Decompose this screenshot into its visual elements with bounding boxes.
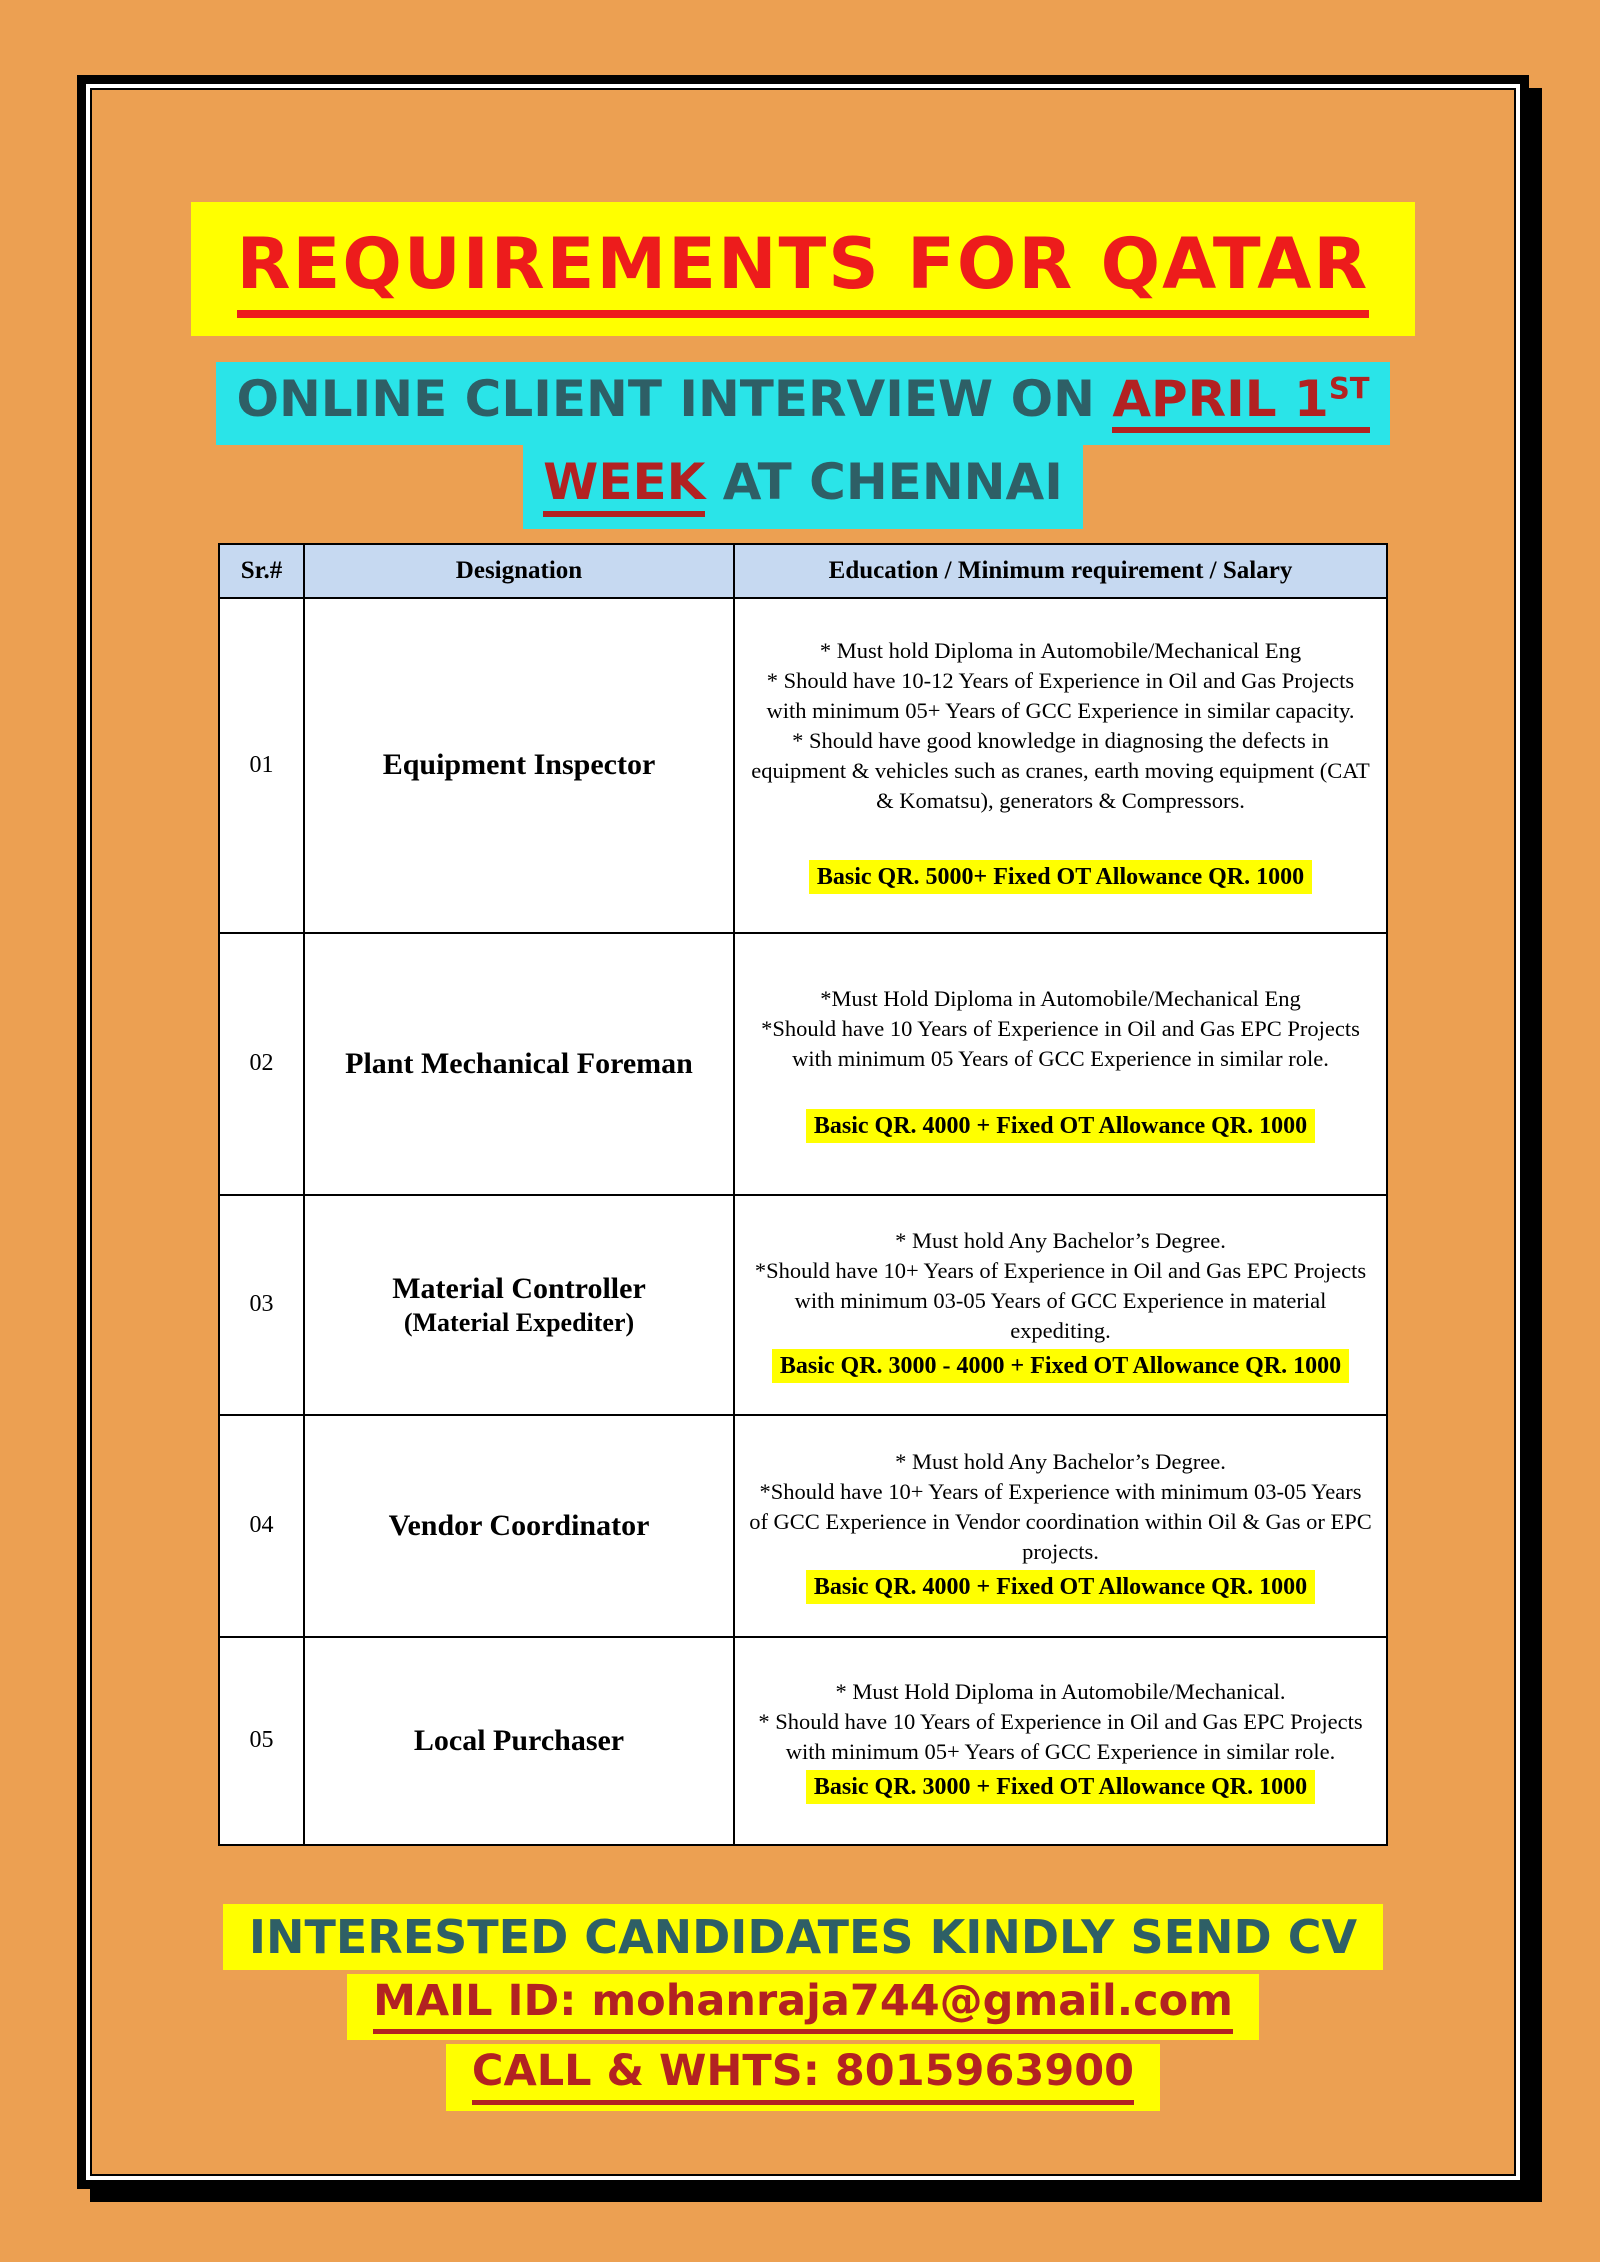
- detail-text: * Should have good knowledge in diagnosing the defects in equipment & vehicles such as cranes, earth moving equipment (CAT & Komatsu), generators & Compressors.: [751, 728, 1370, 813]
- subtitle-suffix: AT CHENNAI: [705, 453, 1063, 511]
- interview-date-text: APRIL 1: [1112, 369, 1329, 428]
- sr-number: 02: [219, 933, 304, 1195]
- salary-badge: Basic QR. 5000+ Fixed OT Allowance QR. 1000: [809, 860, 1312, 894]
- designation-cell: Equipment Inspector: [304, 598, 734, 933]
- table-row-vendor-coordinator: [219, 1415, 1387, 1637]
- footer-mail-row: [92, 1974, 1514, 2040]
- subtitle-highlight-2: [523, 445, 1083, 529]
- table-header-row: [219, 544, 1387, 598]
- education-cell: [734, 1195, 1387, 1415]
- salary-badge: Basic QR. 3000 + Fixed OT Allowance QR. 1000: [806, 1770, 1315, 1804]
- footer-call-row: [92, 2044, 1514, 2110]
- footer: [92, 1904, 1514, 2111]
- sr-number: 04: [219, 1415, 304, 1637]
- education-content: [749, 1447, 1372, 1604]
- designation-cell: Vendor Coordinator: [304, 1415, 734, 1637]
- footer-cta: INTERESTED CANDIDATES KINDLY SEND CV: [223, 1904, 1383, 1971]
- page-title: REQUIREMENTS FOR QATAR: [237, 228, 1370, 318]
- designation-cell: Plant Mechanical Foreman: [304, 933, 734, 1195]
- subtitle-highlight-1: [216, 362, 1389, 446]
- detail-text: *Should have 10+ Years of Experience in Oil and Gas EPC Projects with minimum 03-05 Years of GCC Experience in material expediting.: [754, 1257, 1367, 1343]
- document-frame: [77, 75, 1529, 2189]
- salary-badge: Basic QR. 4000 + Fixed OT Allowance QR. 1000: [806, 1109, 1315, 1143]
- detail-text: * Should have 10-12 Years of Experience in Oil and Gas Projects with minimum 05+ Years of GCC Experience in similar capacity.: [766, 668, 1355, 724]
- salary-line: [806, 1570, 1315, 1604]
- subtitle-prefix: ONLINE CLIENT INTERVIEW ON: [236, 369, 1113, 428]
- education-content: [749, 1677, 1372, 1805]
- footer-mail: MAIL ID: mohanraja744@gmail.com: [373, 1978, 1233, 2034]
- education-content: [749, 1226, 1372, 1383]
- header-education: Education / Minimum requirement / Salary: [734, 544, 1387, 598]
- detail-text: * Must hold Any Bachelor’s Degree.: [895, 1448, 1226, 1474]
- footer-call: CALL & WHTS: 8015963900: [472, 2048, 1134, 2104]
- header-designation: Designation: [304, 544, 734, 598]
- header-sr: Sr.#: [219, 544, 304, 598]
- interview-date-ordinal: ST: [1328, 370, 1370, 405]
- subtitle-line-1: [92, 362, 1514, 446]
- education-cell: [734, 1415, 1387, 1637]
- detail-text: *Should have 10 Years of Experience in Oil and Gas EPC Projects with minimum 05 Years of GCC Experience in similar role.: [761, 1015, 1360, 1071]
- sr-number: 03: [219, 1195, 304, 1415]
- sr-number: 05: [219, 1637, 304, 1845]
- education-content: [749, 984, 1372, 1144]
- title-row: [92, 202, 1514, 336]
- sr-number: 01: [219, 598, 304, 933]
- detail-text: * Must hold Diploma in Automobile/Mechanical Eng: [819, 638, 1302, 664]
- education-cell: [734, 933, 1387, 1195]
- title-highlight: [191, 202, 1416, 336]
- education-cell: [734, 1637, 1387, 1845]
- detail-text: * Must hold Any Bachelor’s Degree.: [895, 1227, 1226, 1253]
- designation-cell: Local Purchaser: [304, 1637, 734, 1845]
- footer-cta-row: [92, 1904, 1514, 1971]
- table-row-local-purchaser: [219, 1637, 1387, 1845]
- education-cell: [734, 598, 1387, 933]
- salary-badge: Basic QR. 3000 - 4000 + Fixed OT Allowance QR. 1000: [772, 1349, 1349, 1383]
- footer-call-highlight: [446, 2044, 1160, 2110]
- salary-badge: Basic QR. 4000 + Fixed OT Allowance QR. 1000: [806, 1570, 1315, 1604]
- footer-mail-highlight: [347, 1974, 1259, 2040]
- salary-line: [806, 1770, 1315, 1804]
- detail-text: *Must Hold Diploma in Automobile/Mechanical Eng: [820, 985, 1301, 1011]
- salary-line: [806, 1109, 1315, 1143]
- interview-week-text: WEEK: [543, 456, 705, 517]
- designation-title: Material Controller: [392, 1271, 646, 1305]
- document-frame-white-line: [86, 84, 1520, 2180]
- salary-line: [809, 860, 1312, 894]
- detail-text: * Should have 10 Years of Experience in Oil and Gas EPC Projects with minimum 05+ Years of GCC Experience in similar role.: [758, 1708, 1363, 1764]
- designation-cell: [304, 1195, 734, 1415]
- designation-subtitle: (Material Expediter): [403, 1308, 635, 1337]
- salary-line: [772, 1349, 1349, 1383]
- table-row-plant-mechanical-foreman: [219, 933, 1387, 1195]
- interview-date: [1112, 369, 1370, 434]
- table-row-material-controller: [219, 1195, 1387, 1415]
- detail-text: *Should have 10+ Years of Experience with minimum 03-05 Years of GCC Experience in Vendor coordination within Oil & Gas or EPC projects.: [749, 1478, 1372, 1564]
- detail-text: * Must Hold Diploma in Automobile/Mechanical.: [835, 1678, 1286, 1704]
- requirements-table: [218, 543, 1388, 1846]
- table-row-equipment-inspector: [219, 598, 1387, 933]
- education-content: [749, 636, 1372, 893]
- document-body: [90, 88, 1516, 2176]
- subtitle-line-2: [92, 445, 1514, 529]
